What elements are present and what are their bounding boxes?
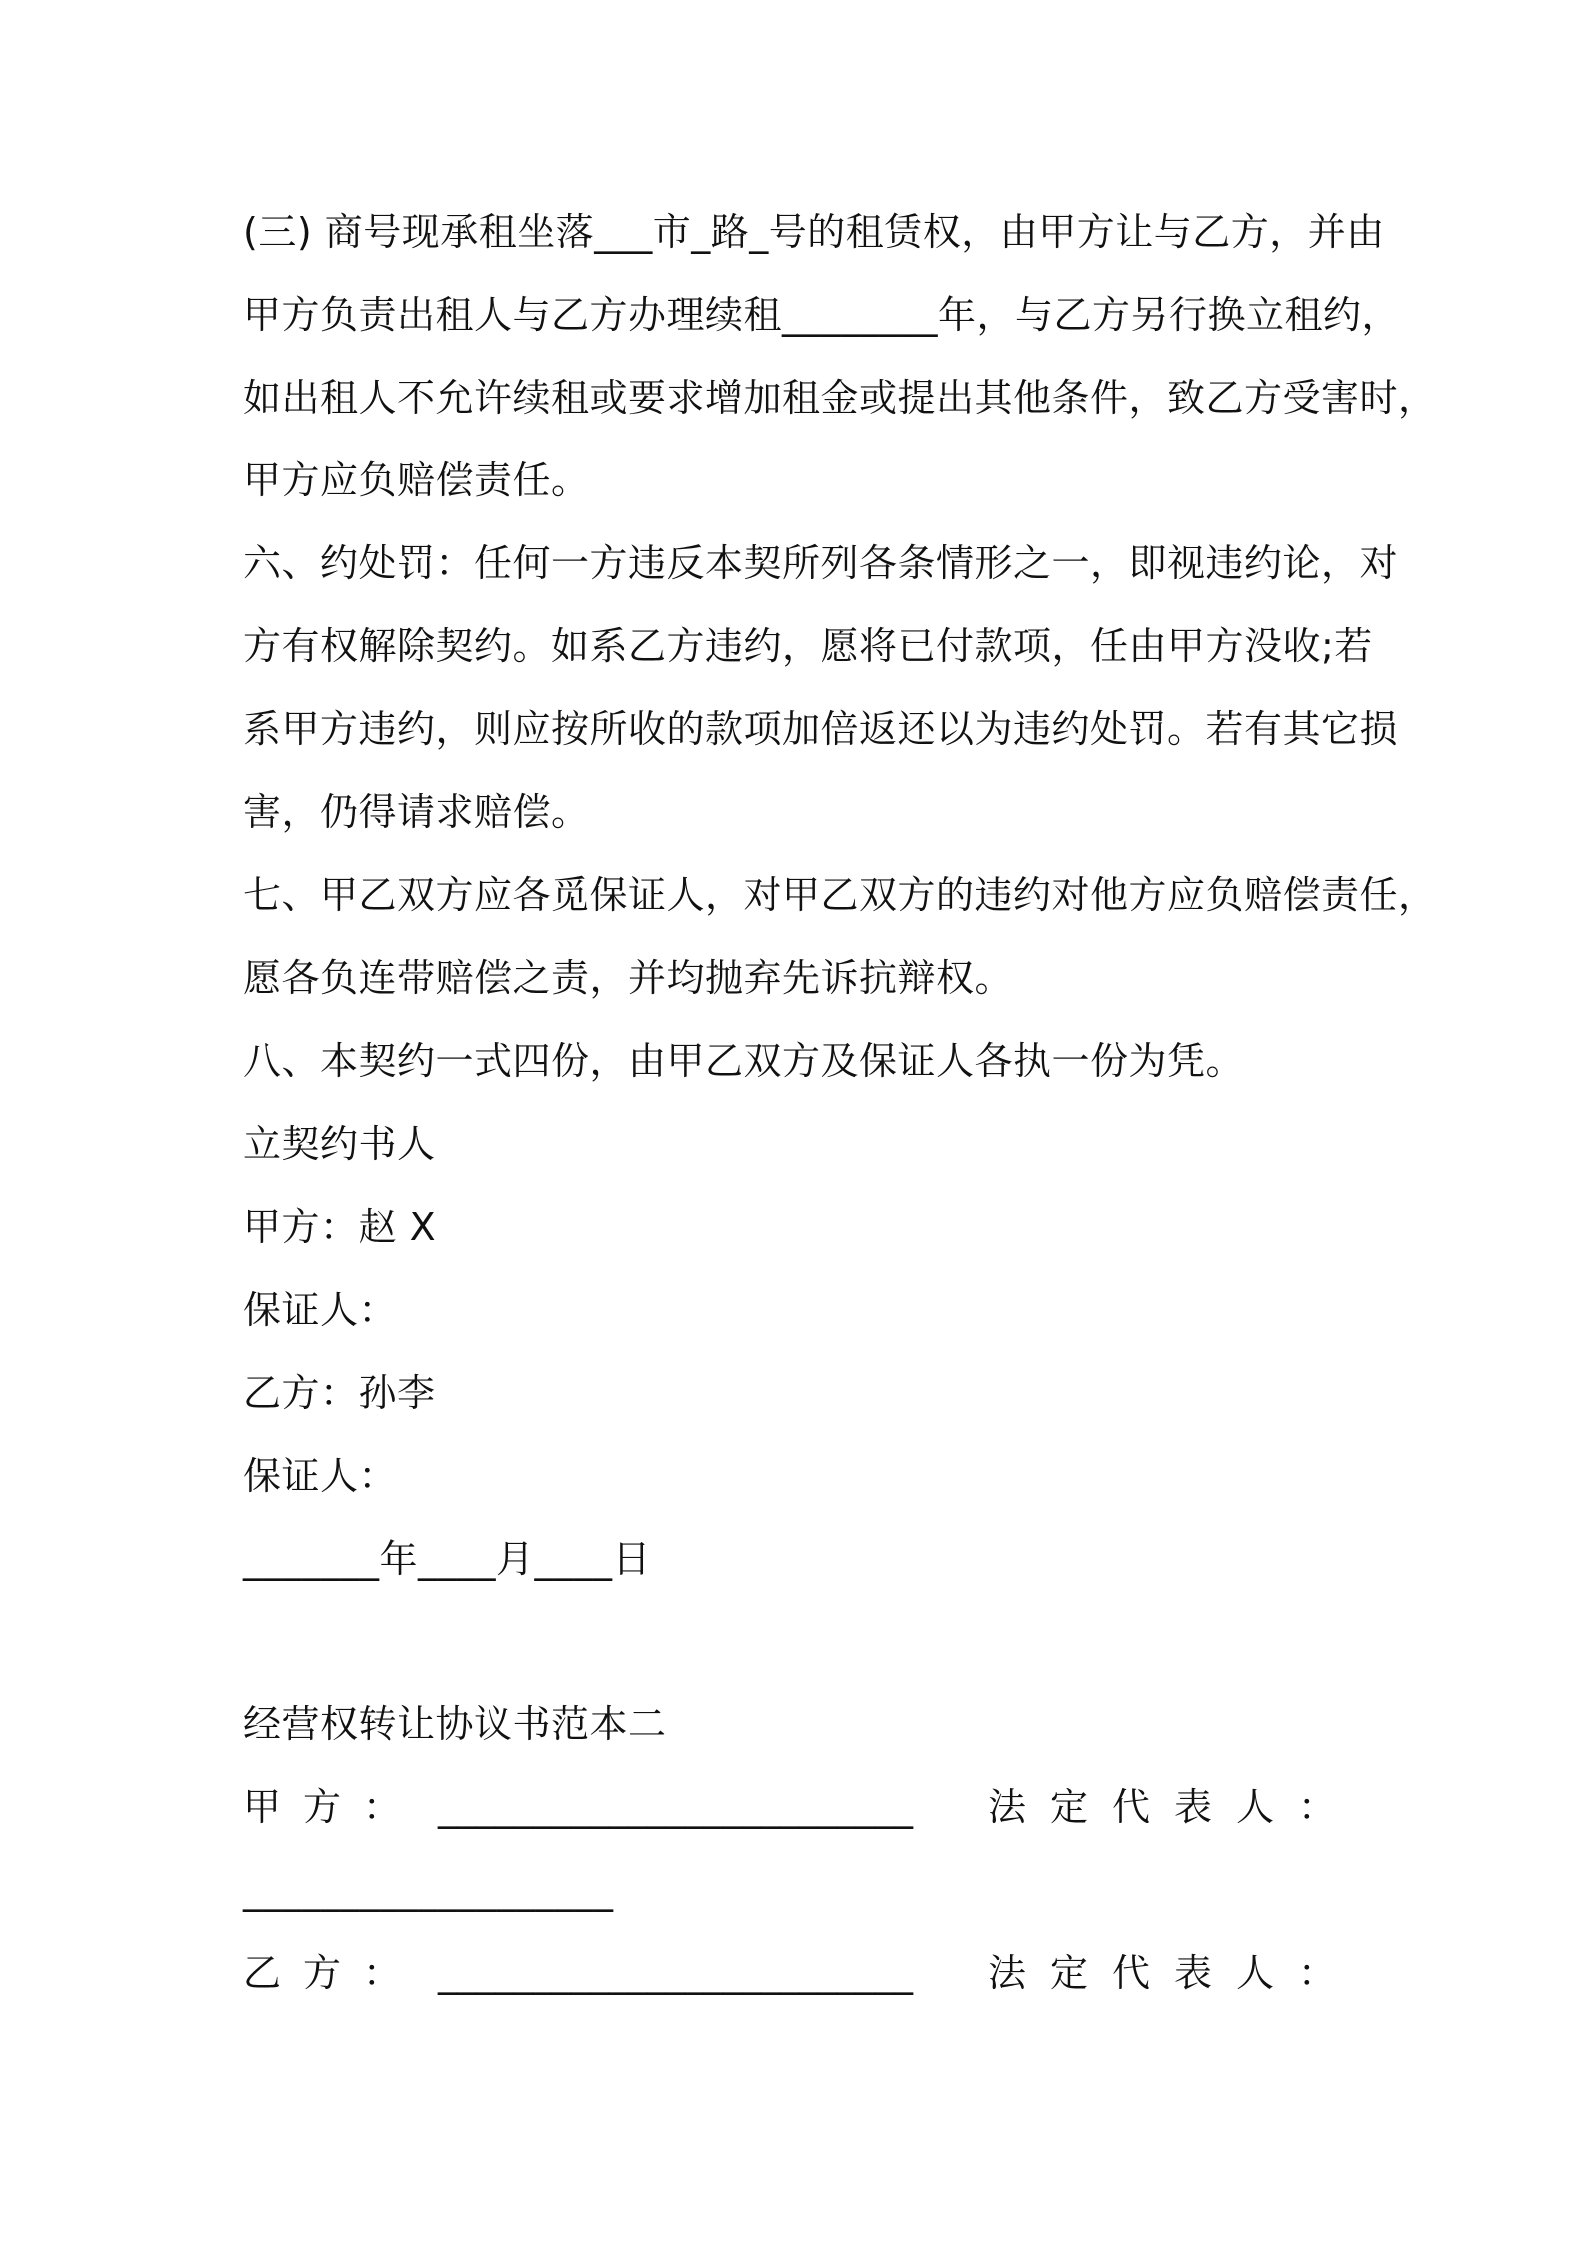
- paragraph-line: 方有权解除契约。如系乙方违约，愿将已付款项，任由甲方没收;若: [243, 624, 1373, 668]
- paragraph-line: 六、约处罚：任何一方违反本契所列各条情形之一，即视违约论，对: [243, 541, 1399, 585]
- party-a-label: 甲方：: [243, 1785, 424, 1829]
- paragraph-line: 甲方应负赔偿责任。: [243, 458, 590, 502]
- party-a-blank: _________________________: [438, 1785, 913, 1829]
- party-b-row: [243, 1949, 1361, 1997]
- guarantor-a-signature: 保证人：: [243, 1288, 398, 1332]
- paragraph-line: 害，仍得请求赔偿。: [243, 790, 590, 834]
- party-b-label: 乙方：: [243, 1951, 424, 1995]
- party-a-row: [243, 1783, 1361, 1831]
- paragraph-line: 系甲方违约，则应按所收的款项加倍返还以为违约处罚。若有其它损: [243, 707, 1399, 751]
- date-line: _______年____月____日: [243, 1537, 652, 1581]
- party-a-signature: 甲方：赵 X: [243, 1205, 437, 1249]
- section-title: 经营权转让协议书范本二: [243, 1702, 667, 1746]
- guarantor-b-signature: 保证人：: [243, 1454, 398, 1498]
- paragraph-line: 甲方负责出租人与乙方办理续租________年，与乙方另行换立租约，: [243, 293, 1401, 337]
- paragraph-line: 八、本契约一式四份，由甲乙双方及保证人各执一份为凭。: [243, 1039, 1245, 1083]
- party-a-rep-label: 法定代表人：: [988, 1785, 1361, 1829]
- paragraph-line: 愿各负连带赔偿之责，并均抛弃先诉抗辩权。: [243, 956, 1014, 1000]
- paragraph-line: (三) 商号现承租坐落___市_路_号的租赁权，由甲方让与乙方，并由: [243, 210, 1385, 254]
- party-b-blank: _________________________: [438, 1951, 913, 1995]
- paragraph-line: 如出租人不允许续租或要求增加租金或提出其他条件，致乙方受害时，: [243, 376, 1437, 420]
- party-a-rep-blank: ___________________: [243, 1868, 614, 1912]
- party-b-signature: 乙方：孙李: [243, 1371, 436, 1415]
- signatories-heading: 立契约书人: [243, 1122, 436, 1166]
- party-b-rep-label: 法定代表人：: [988, 1951, 1361, 1995]
- paragraph-line: 七、甲乙双方应各觅保证人，对甲乙双方的违约对他方应负赔偿责任，: [243, 873, 1437, 917]
